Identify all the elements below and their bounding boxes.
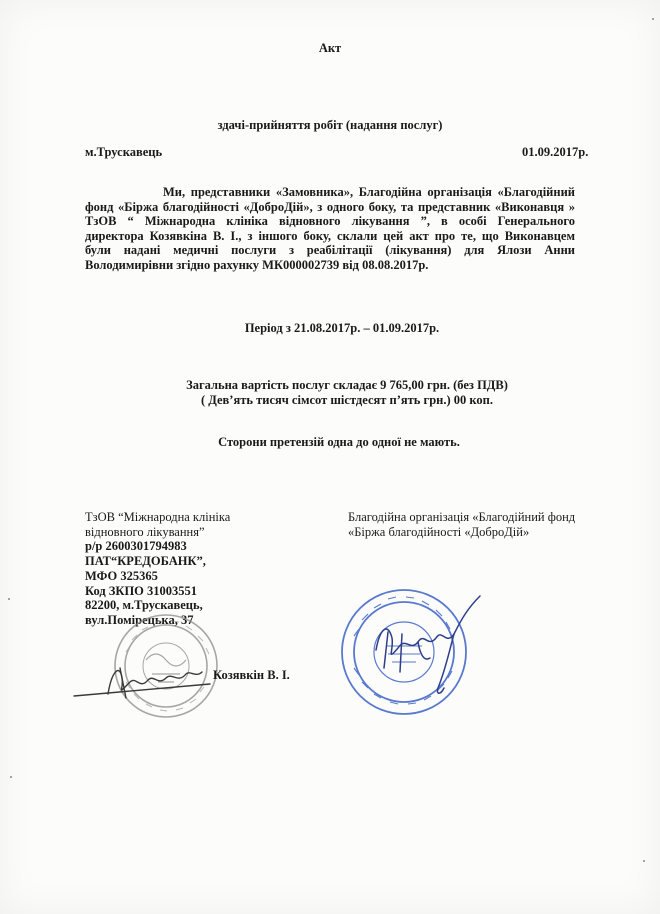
executor-line: МФО 325365 xyxy=(85,568,158,583)
customer-line: «Біржа благодійності «ДоброДій» xyxy=(348,524,530,539)
executor-signatory: Козявкін В. І. xyxy=(213,668,290,682)
customer-signature xyxy=(358,588,498,700)
executor-line: р/р 2600301794983 xyxy=(85,539,187,554)
total-amount: Загальна вартість послуг складає 9 765,00 грн. (без ПДВ) xyxy=(186,378,508,392)
total-in-words: ( Дев’ять тисяч сімсот шістдесят п’ять грн.) 00 коп. xyxy=(200,393,494,407)
executor-requisites xyxy=(85,510,230,628)
executor-line: 82200, м.Трускавець, xyxy=(85,598,203,613)
executor-line: Код ЗКПО 31003551 xyxy=(85,583,198,598)
body-line: ТзОВ “ Міжнародна клініка відновного лікування ”, в особі Генерального xyxy=(85,214,575,229)
executor-line: ТзОВ “Міжнародна клініка xyxy=(85,510,231,524)
body-paragraph xyxy=(85,185,575,273)
scan-speck xyxy=(652,18,654,20)
executor-line: вул.Помірецька, 37 xyxy=(85,612,194,627)
document-title: Акт xyxy=(318,41,342,55)
body-line: Володимирівни згідно рахунку МК000002739 від 08.08.2017р. xyxy=(85,257,429,272)
period: Період з 21.08.2017р. – 01.09.2017р. xyxy=(244,321,440,335)
body-line: були надані медичні послуги з реабілітації (лікування) для Ялози Анни xyxy=(85,243,575,258)
scan-speck xyxy=(10,776,12,778)
body-line: фонд «Біржа благодійності «ДоброДій», з одного боку, та представник «Виконавця » xyxy=(85,199,575,214)
executor-signature xyxy=(70,650,215,705)
body-line: Ми, представники «Замовника», Благодійна організація «Благодійний xyxy=(163,185,575,199)
executor-line: відновного лікування” xyxy=(85,524,205,539)
document-date: 01.09.2017р. xyxy=(522,145,589,159)
no-claims-statement: Сторони претензій одна до одної не мають. xyxy=(218,435,460,449)
customer-requisites xyxy=(348,510,575,539)
city: м.Трускавець xyxy=(85,145,163,159)
document-subtitle: здачі-прийняття робіт (надання послуг) xyxy=(217,118,443,132)
customer-line: Благодійна організація «Благодійний фонд xyxy=(348,510,576,524)
scan-speck xyxy=(8,598,10,600)
scan-speck xyxy=(643,860,645,862)
body-line: директора Козявкіна В. І., з іншого боку, склали цей акт про те, що Виконавцем xyxy=(85,228,575,243)
executor-line: ПАТ“КРЕДОБАНК”, xyxy=(85,554,206,569)
